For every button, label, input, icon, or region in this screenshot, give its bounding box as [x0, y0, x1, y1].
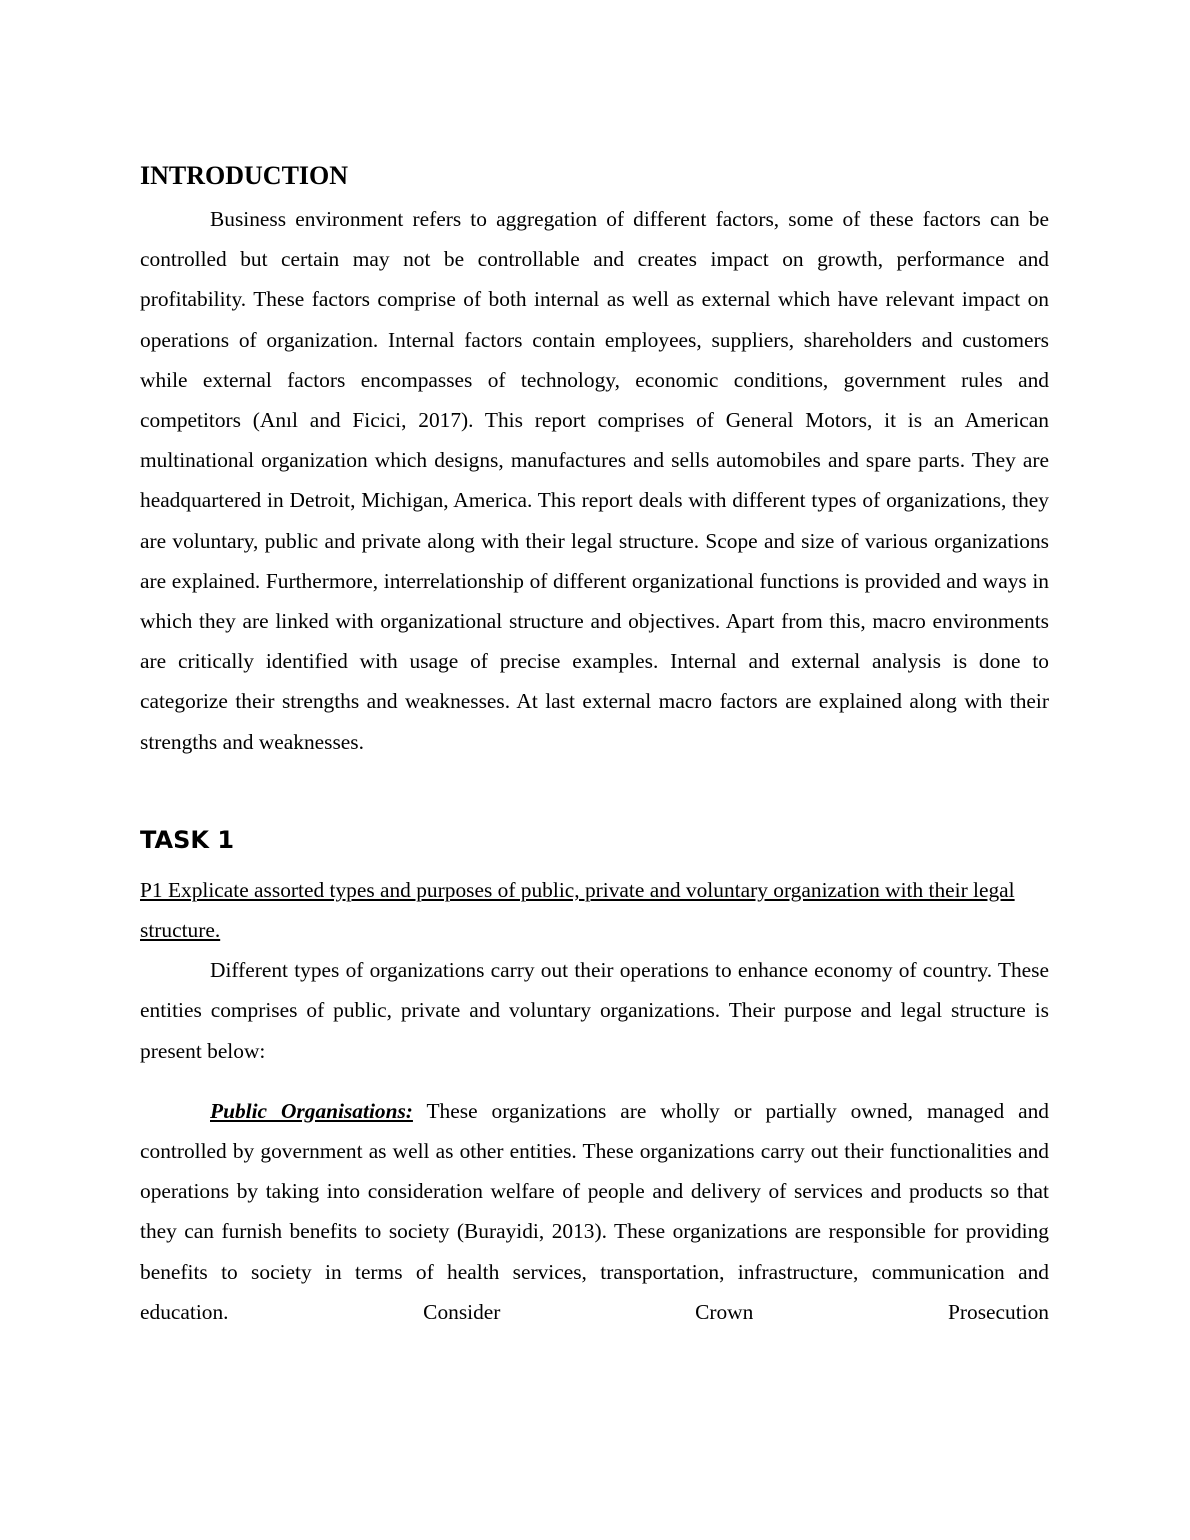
public-organisations-label: Public Organisations:: [210, 1098, 413, 1123]
task1-heading: TASK 1: [140, 825, 235, 854]
public-organisations-text: These organizations are wholly or partially owned, managed and controlled by government as well as other entities. These organizations carry out their functionalities and operations by taking into consideration welfare of people and delivery of services and products so that they can furnish benefits to society (Burayidi, 2013). These organizations are responsible for providing benefits to society in terms of health services, transportation, infrastructure, communication and education. Consider Crown Prosecution: [140, 1098, 1049, 1324]
introduction-paragraph: Business environment refers to aggregation of different factors, some of these factors can be controlled but certain may not be controllable and creates impact on growth, performance and profitability. These factors comprise of both internal as well as external which have relevant impact on operations of organization. Internal factors contain employees, suppliers, shareholders and customers while external factors encompasses of technology, economic conditions, government rules and competitors (Anıl and Ficici, 2017). This report comprises of General Motors, it is an American multinational organization which designs, manufactures and sells automobiles and spare parts. They are headquartered in Detroit, Michigan, America. This report deals with different types of organizations, they are voluntary, public and private along with their legal structure. Scope and size of various organizations are explained. Furthermore, interrelationship of different organizational functions is provided and ways in which they are linked with organizational structure and objectives. Apart from this, macro environments are critically identified with usage of precise examples. Internal and external analysis is done to categorize their strengths and weaknesses. At last external macro factors are explained along with their strengths and weaknesses.: [140, 207, 1049, 754]
task1-subheading: P1 Explicate assorted types and purposes of public, private and voluntary organization with their legal structure.: [140, 877, 1015, 943]
document-page: [140, 158, 1049, 1332]
public-organisations-paragraph: [140, 1091, 1049, 1332]
task1-intro-paragraph: Different types of organizations carry out their operations to enhance economy of country. These entities comprises of public, private and voluntary organizations. Their purpose and legal structure is present below:: [140, 958, 1049, 1063]
introduction-heading: INTRODUCTION: [140, 161, 349, 190]
